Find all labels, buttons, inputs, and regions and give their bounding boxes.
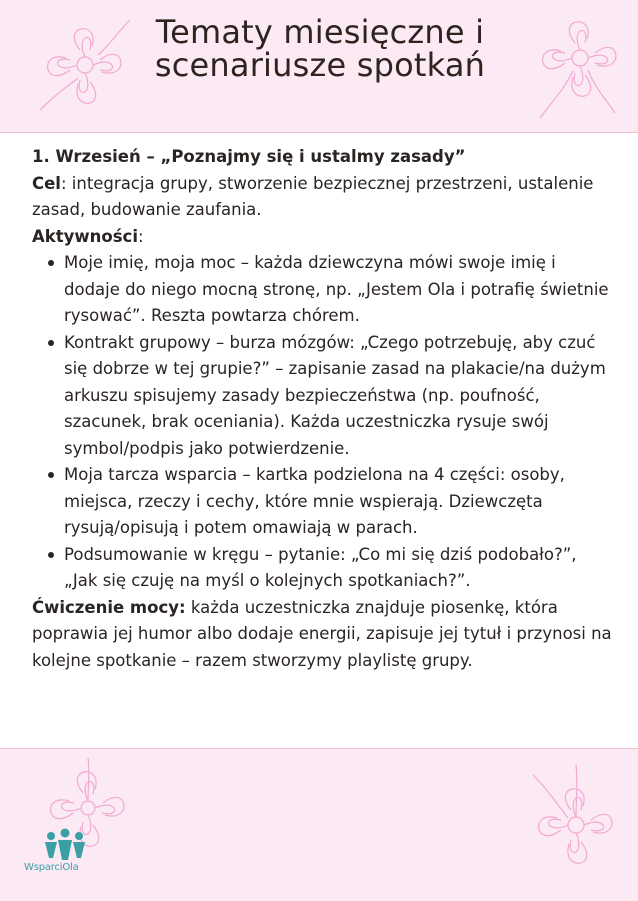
goal-label: Cel [32, 173, 61, 193]
section-content [32, 144, 614, 674]
goal-paragraph [32, 171, 614, 224]
list-item: Moja tarcza wsparcia – kartka podzielona na 4 części: osoby, miejsca, rzeczy i cechy, które mnie wspierają. Dziewczęta rysują/opisują i potem omawiają w parach. [64, 462, 614, 542]
logo-text: WsparciOla [24, 862, 79, 873]
header-band [0, 0, 638, 133]
section-heading: 1. Wrzesień – „Poznajmy się i ustalmy zasady” [32, 147, 466, 166]
activities-colon: : [137, 226, 144, 246]
title-line-1: Tematy miesięczne i [155, 13, 485, 51]
floral-decoration-icon [518, 755, 630, 895]
list-item: Kontrakt grupowy – burza mózgów: „Czego potrzebuję, aby czuć się dobrze w tej grupie?” – zapisanie zasad na plakacie/na dużym arkuszu spisujemy zasady bezpieczeństwa (np. poufność, szacunek, brak oceniania). Każda uczestniczka rysuje swój symbol/podpis jako potwierdzenie. [64, 330, 614, 463]
exercise-label: Ćwiczenie mocy: [32, 597, 186, 617]
title-line-2: scenariusze spotkań [154, 46, 486, 84]
list-item: Podsumowanie w kręgu – pytanie: „Co mi się dziś podobało?”, „Jak się czuję na myśl o kolejnych spotkaniach?”. [64, 542, 614, 595]
floral-decoration-icon [520, 8, 630, 123]
page-title [120, 13, 520, 84]
wsparciola-logo-icon [30, 828, 100, 862]
goal-text: : integracja grupy, stworzenie bezpiecznej przestrzeni, ustalenie zasad, budowanie zaufania. [32, 173, 594, 219]
activities-list [32, 250, 614, 595]
footer-band [0, 748, 638, 901]
activities-heading [32, 224, 614, 251]
activities-label: Aktywności [32, 226, 138, 246]
list-item: Moje imię, moja moc – każda dziewczyna mówi swoje imię i dodaje do niego mocną stronę, np. „Jestem Ola i potrafię świetnie rysować”. Reszta powtarza chórem. [64, 250, 614, 330]
exercise-text: każda uczestniczka znajduje piosenkę, która poprawia jej humor albo dodaje energii, zapisuje jej tytuł i przynosi na kolejne spotkanie – razem stworzymy playlistę grupy. [32, 597, 612, 670]
exercise-paragraph [32, 595, 614, 675]
